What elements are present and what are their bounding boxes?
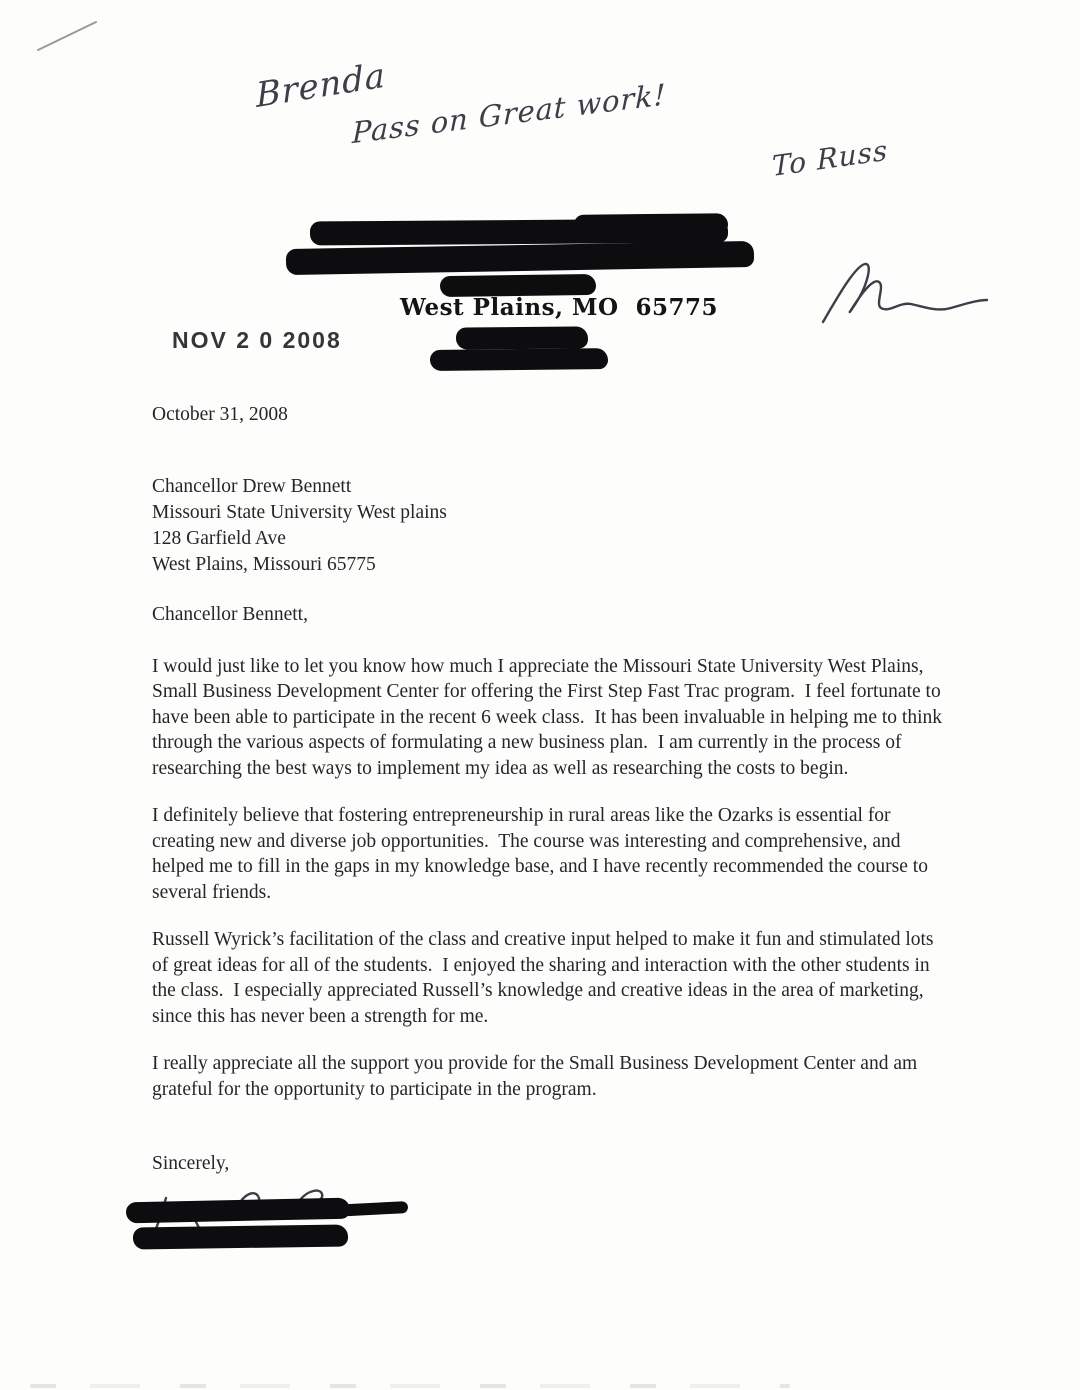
corner-pen-mark <box>30 14 110 58</box>
recipient-address-line: 128 Garfield Ave <box>152 528 286 549</box>
redaction-bar <box>456 326 588 349</box>
recipient-address-line: West Plains, Missouri 65775 <box>152 554 376 575</box>
letter-paragraph: Russell Wyrick’s facilitation of the class and creative input helped to make it fun and stimulated lots of great ideas for all of the students. I enjoyed the sharing and interaction with the other students in the class. I especially appreciated Russell’s knowledge and creative ideas in the area of marketing, since this has never been a strength for me. <box>152 929 939 1027</box>
salutation: Chancellor Bennett, <box>152 604 308 625</box>
letter-body <box>152 402 950 1177</box>
recipient-address <box>152 474 950 578</box>
redaction-bar <box>574 213 728 235</box>
letterhead-city-line: West Plains, MO 65775 <box>400 294 719 321</box>
handwritten-name-brenda: Brenda <box>254 55 387 117</box>
letter-date: October 31, 2008 <box>152 404 288 425</box>
letter-paragraph: I would just like to let you know how much I appreciate the Missouri State University West Plains, Small Business Development Center for offering the First Step Fast Trac program. I feel fortunate to have been able to participate in the recent 6 week class. It has been invaluable in helping me to think through the various aspects of formulating a new business plan. I am currently in the process of researching the best ways to implement my idea as well as researching the costs to begin. <box>152 655 947 779</box>
redaction-bar-printed-name <box>133 1225 348 1250</box>
closing: Sincerely, <box>152 1153 230 1174</box>
scan-noise-strip <box>30 1384 790 1388</box>
redaction-bar <box>430 348 608 371</box>
letter-paragraph: I really appreciate all the support you provide for the Small Business Development Center and am grateful for the opportunity to participate in the program. <box>152 1053 923 1100</box>
letter-paragraph: I definitely believe that fostering entrepreneurship in rural areas like the Ozarks is essential for creating new and diverse job opportunities. The course was interesting and comprehensive, and helped me to fill in the gaps in my knowledge base, and I have recently recommended the course to several friends. <box>152 805 933 903</box>
redaction-bar <box>286 241 754 275</box>
recipient-address-line: Chancellor Drew Bennett <box>152 476 352 497</box>
received-date-stamp: NOV 2 0 2008 <box>172 327 342 353</box>
handwritten-note-to-russ: To Russ <box>771 133 889 184</box>
recipient-address-line: Missouri State University West plains <box>152 502 447 523</box>
handwritten-note: Pass on Great work! <box>351 77 667 151</box>
signature-scribble <box>815 250 995 335</box>
